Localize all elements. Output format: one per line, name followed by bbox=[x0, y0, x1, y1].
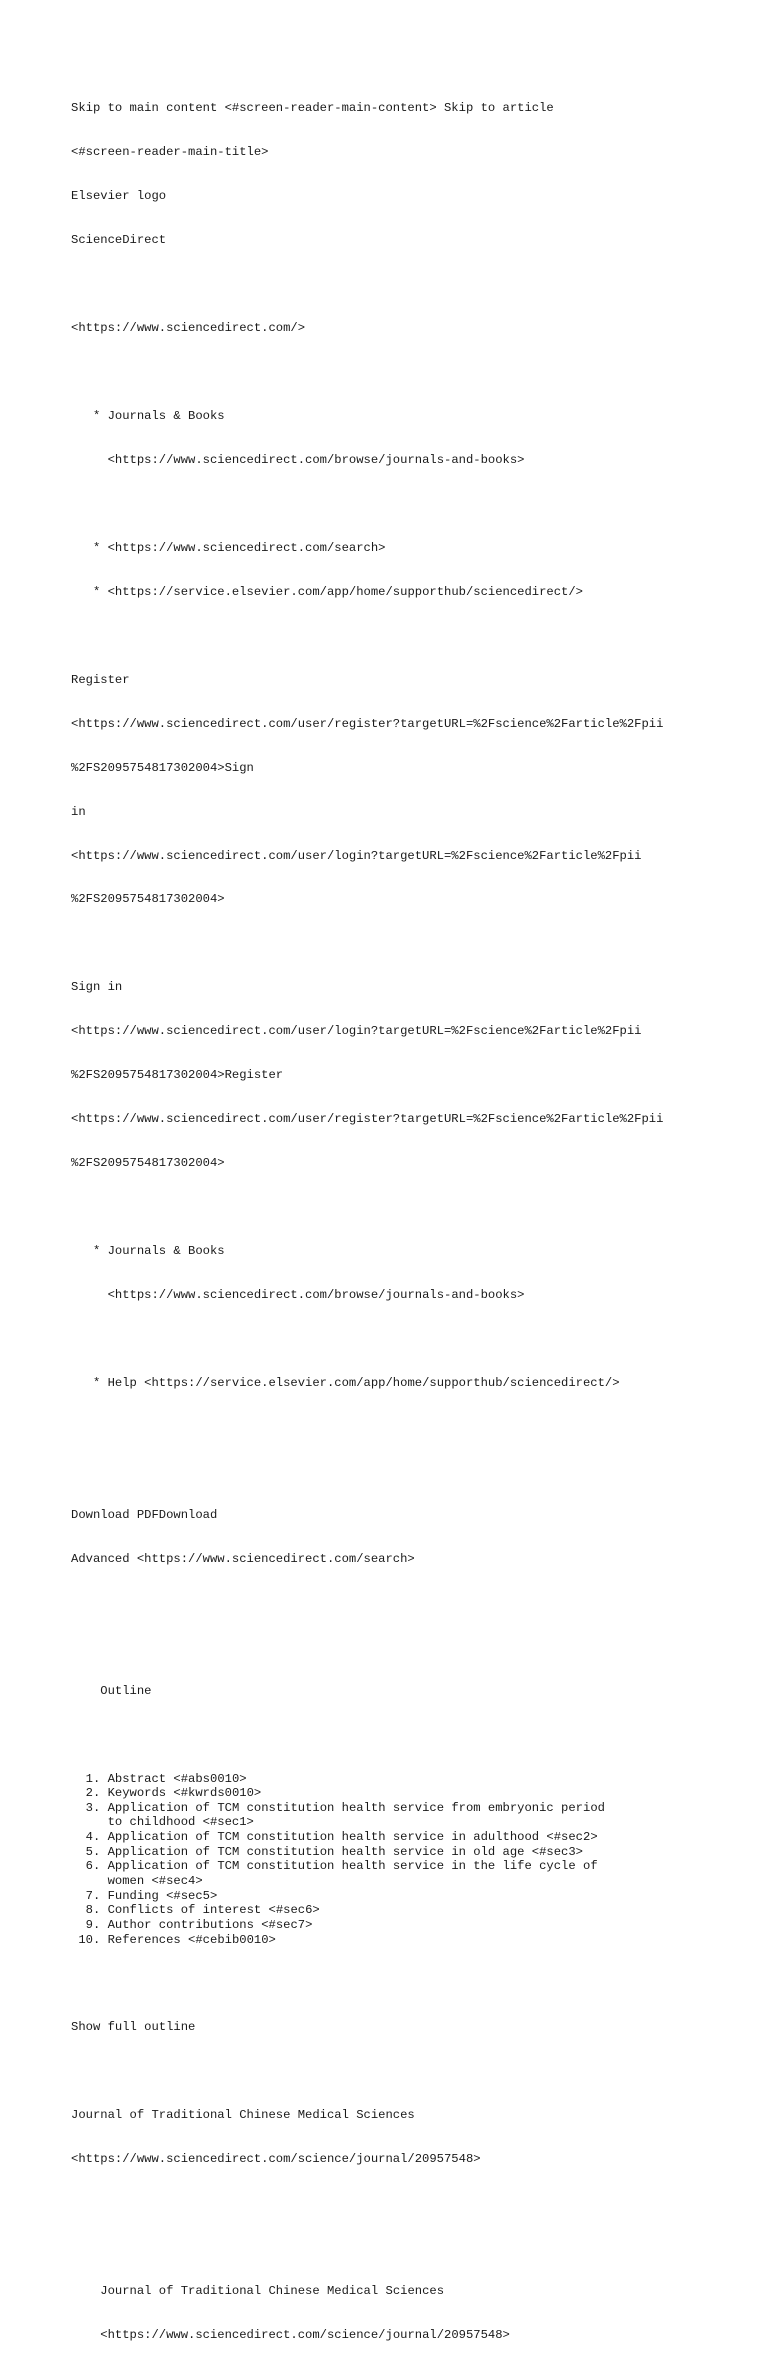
outline-item-link-cont[interactable]: to childhood <#sec1> bbox=[107, 1815, 254, 1830]
search-link[interactable]: <https://www.sciencedirect.com/search> bbox=[107, 540, 386, 555]
outline-item-number: 7. bbox=[78, 1888, 101, 1903]
download-pdf-button[interactable]: Download PDFDownload bbox=[71, 1507, 218, 1522]
help-link[interactable]: <https://service.elsevier.com/app/home/supporthub/sciencedirect/> bbox=[107, 584, 583, 599]
outline-item[interactable] bbox=[71, 1933, 663, 1948]
outline-item-number: 3. bbox=[78, 1800, 101, 1815]
outline-item[interactable] bbox=[71, 1772, 663, 1787]
bullet: * bbox=[71, 1375, 108, 1390]
outline-item[interactable] bbox=[71, 1889, 663, 1904]
menu-login-url-end-register[interactable]: %2FS2095754817302004>Register bbox=[71, 1068, 284, 1083]
login-url-end[interactable]: %2FS2095754817302004> bbox=[71, 892, 225, 907]
bullet: * bbox=[71, 1244, 108, 1259]
sign-in-label[interactable]: Sign in bbox=[71, 980, 123, 995]
outline-item[interactable] bbox=[71, 1830, 663, 1845]
outline-item-continuation[interactable] bbox=[71, 1874, 663, 1889]
home-link[interactable]: <https://www.sciencedirect.com/> bbox=[71, 321, 306, 336]
outline-item[interactable] bbox=[71, 1918, 663, 1933]
outline-item[interactable] bbox=[71, 1786, 663, 1801]
outline-item-link[interactable]: Application of TCM constitution health service in old age <#sec3> bbox=[107, 1844, 583, 1859]
journal-name-secondary[interactable]: Journal of Traditional Chinese Medical Sciences bbox=[100, 2284, 445, 2299]
outline-item-link[interactable]: Author contributions <#sec7> bbox=[107, 1917, 313, 1932]
menu-journals-books-label[interactable]: Journals & Books bbox=[107, 1244, 225, 1259]
outline-item-number: 5. bbox=[78, 1844, 101, 1859]
brand-name[interactable]: ScienceDirect bbox=[71, 233, 167, 248]
outline-item-number: 2. bbox=[78, 1786, 101, 1801]
skip-article-target[interactable]: <#screen-reader-main-title> bbox=[71, 145, 269, 160]
menu-help-item[interactable]: Help <https://service.elsevier.com/app/home/supporthub/sciencedirect/> bbox=[107, 1375, 620, 1390]
outline-heading: Outline bbox=[100, 1683, 152, 1698]
advanced-search-link[interactable]: Advanced <https://www.sciencedirect.com/search> bbox=[71, 1551, 415, 1566]
outline-item-link[interactable]: Keywords <#kwrds0010> bbox=[107, 1786, 262, 1801]
outline-item-number: 6. bbox=[78, 1859, 101, 1874]
register-label[interactable]: Register bbox=[71, 672, 130, 687]
login-url[interactable]: <https://www.sciencedirect.com/user/login?targetURL=%2Fscience%2Farticle%2Fpii bbox=[71, 848, 642, 863]
outline-item-link[interactable]: Funding <#sec5> bbox=[107, 1888, 218, 1903]
bullet: * bbox=[71, 584, 108, 599]
outline-item-number: 9. bbox=[78, 1917, 101, 1932]
bullet: * bbox=[71, 540, 108, 555]
sign-in-word[interactable]: in bbox=[71, 804, 86, 819]
outline-item-continuation[interactable] bbox=[71, 1815, 663, 1830]
menu-journals-books-url[interactable]: <https://www.sciencedirect.com/browse/journals-and-books> bbox=[107, 1288, 525, 1303]
menu-login-url[interactable]: <https://www.sciencedirect.com/user/login?targetURL=%2Fscience%2Farticle%2Fpii bbox=[71, 1024, 642, 1039]
outline-item-number: 1. bbox=[78, 1771, 101, 1786]
nav-journals-books-label[interactable]: Journals & Books bbox=[107, 408, 225, 423]
outline-item-number: 8. bbox=[78, 1903, 101, 1918]
outline-item-link[interactable]: Application of TCM constitution health service from embryonic period bbox=[107, 1800, 605, 1815]
journal-url-secondary[interactable]: <https://www.sciencedirect.com/science/journal/20957548> bbox=[100, 2328, 510, 2343]
outline-item-link[interactable]: Abstract <#abs0010> bbox=[107, 1771, 247, 1786]
outline-item[interactable] bbox=[71, 1903, 663, 1918]
outline-list bbox=[71, 1772, 663, 1948]
outline-item[interactable] bbox=[71, 1845, 663, 1860]
outline-item-link-cont[interactable]: women <#sec4> bbox=[107, 1874, 203, 1889]
outline-item[interactable] bbox=[71, 1801, 663, 1816]
outline-item-link[interactable]: Conflicts of interest <#sec6> bbox=[107, 1903, 320, 1918]
journal-url[interactable]: <https://www.sciencedirect.com/science/journal/20957548> bbox=[71, 2152, 481, 2167]
outline-item-link[interactable]: References <#cebib0010> bbox=[107, 1932, 276, 1947]
outline-item-number: 10. bbox=[78, 1932, 101, 1947]
show-full-outline-button[interactable]: Show full outline bbox=[71, 2020, 196, 2035]
menu-register-url-end[interactable]: %2FS2095754817302004> bbox=[71, 1156, 225, 1171]
outline-item-number: 4. bbox=[78, 1830, 101, 1845]
bullet: * bbox=[71, 408, 108, 423]
journal-name[interactable]: Journal of Traditional Chinese Medical Sciences bbox=[71, 2108, 415, 2123]
menu-register-url[interactable]: <https://www.sciencedirect.com/user/register?targetURL=%2Fscience%2Farticle%2Fpii bbox=[71, 1112, 664, 1127]
outline-item[interactable] bbox=[71, 1859, 663, 1874]
outline-item-link[interactable]: Application of TCM constitution health service in adulthood <#sec2> bbox=[107, 1830, 598, 1845]
nav-journals-books-url[interactable]: <https://www.sciencedirect.com/browse/journals-and-books> bbox=[107, 452, 525, 467]
text-document bbox=[71, 72, 663, 2357]
elsevier-logo-alt[interactable]: Elsevier logo bbox=[71, 189, 167, 204]
register-url-end-sign[interactable]: %2FS2095754817302004>Sign bbox=[71, 760, 254, 775]
register-url[interactable]: <https://www.sciencedirect.com/user/register?targetURL=%2Fscience%2Farticle%2Fpii bbox=[71, 716, 664, 731]
outline-item-link[interactable]: Application of TCM constitution health service in the life cycle of bbox=[107, 1859, 598, 1874]
skip-links[interactable]: Skip to main content <#screen-reader-main-content> Skip to article bbox=[71, 101, 554, 116]
